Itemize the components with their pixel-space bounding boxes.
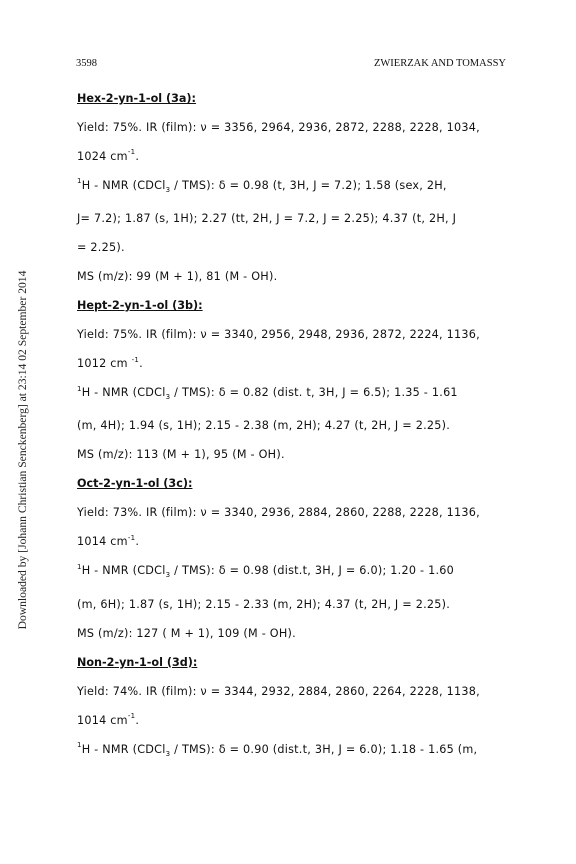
data-line: = 2.25). <box>77 241 125 255</box>
page-header <box>76 58 506 69</box>
compound-heading: Non-2-yn-1-ol (3d): <box>77 655 198 669</box>
data-line: MS (m/z): 113 (M + 1), 95 (M - OH). <box>77 448 285 462</box>
data-line: MS (m/z): 99 (M + 1), 81 (M - OH). <box>77 270 278 284</box>
data-line: MS (m/z): 127 ( M + 1), 109 (M - OH). <box>77 626 296 640</box>
data-line: 1014 $cm^{-1}$. <box>77 533 140 549</box>
download-watermark <box>0 0 30 864</box>
data-line: Yield: 73%. IR (film): ν = 3340, 2936, 2884, 2860, 2288, 2228, 1136, <box>77 506 480 520</box>
data-line: $^1$H - NMR (CDCl$_3$ / TMS): δ = 0.98 (t, 3H, J = 7.2); 1.58 (sex, 2H, <box>77 177 447 195</box>
watermark-text: Downloaded by [Johann Christian Senckenberg] at 23:14 02 September 2014 <box>16 270 29 630</box>
data-line: J= 7.2); 1.87 (s, 1H); 2.27 (tt, 2H, J = 7.2, J = 2.25); 4.37 (t, 2H, J <box>77 212 457 226</box>
compound-heading: Oct-2-yn-1-ol (3c): <box>77 477 193 491</box>
data-line: Yield: 75%. IR (film): ν = 3340, 2956, 2948, 2936, 2872, 2224, 1136, <box>77 328 480 342</box>
data-line: 1014 $cm^{-1}$. <box>77 711 140 727</box>
compound-heading: Hept-2-yn-1-ol (3b): <box>77 299 203 313</box>
data-line: $^1$H - NMR (CDCl$_3$ / TMS): δ = 0.82 (dist. t, 3H, J = 6.5); 1.35 - 1.61 <box>77 384 458 402</box>
data-line: 1024 $cm^{-1}$. <box>77 148 140 163</box>
data-line: Yield: 75%. IR (film): ν = 3356, 2964, 2936, 2872, 2288, 2228, 1034, <box>77 121 480 134</box>
page-number: 3598 <box>76 58 97 69</box>
running-title: ZWIERZAK AND TOMASSY <box>373 58 506 69</box>
article-body <box>77 91 517 775</box>
data-line: 1012 cm $^{-1}$. <box>77 355 143 371</box>
data-line: $^1$H - NMR (CDCl$_3$ / TMS): δ = 0.98 (dist.t, 3H, J = 6.0); 1.20 - 1.60 <box>77 562 454 580</box>
compound-heading: Hex-2-yn-1-ol (3a): <box>77 92 197 105</box>
data-line: $^1$H - NMR (CDCl$_3$ / TMS): δ = 0.90 (dist.t, 3H, J = 6.0); 1.18 - 1.65 (m, <box>77 740 478 758</box>
data-line: (m, 4H); 1.94 (s, 1H); 2.15 - 2.38 (m, 2H); 4.27 (t, 2H, J = 2.25). <box>77 419 451 433</box>
data-line: (m, 6H); 1.87 (s, 1H); 2.15 - 2.33 (m, 2H); 4.37 (t, 2H, J = 2.25). <box>77 597 451 611</box>
data-line: Yield: 74%. IR (film): ν = 3344, 2932, 2884, 2860, 2264, 2228, 1138, <box>77 684 480 698</box>
